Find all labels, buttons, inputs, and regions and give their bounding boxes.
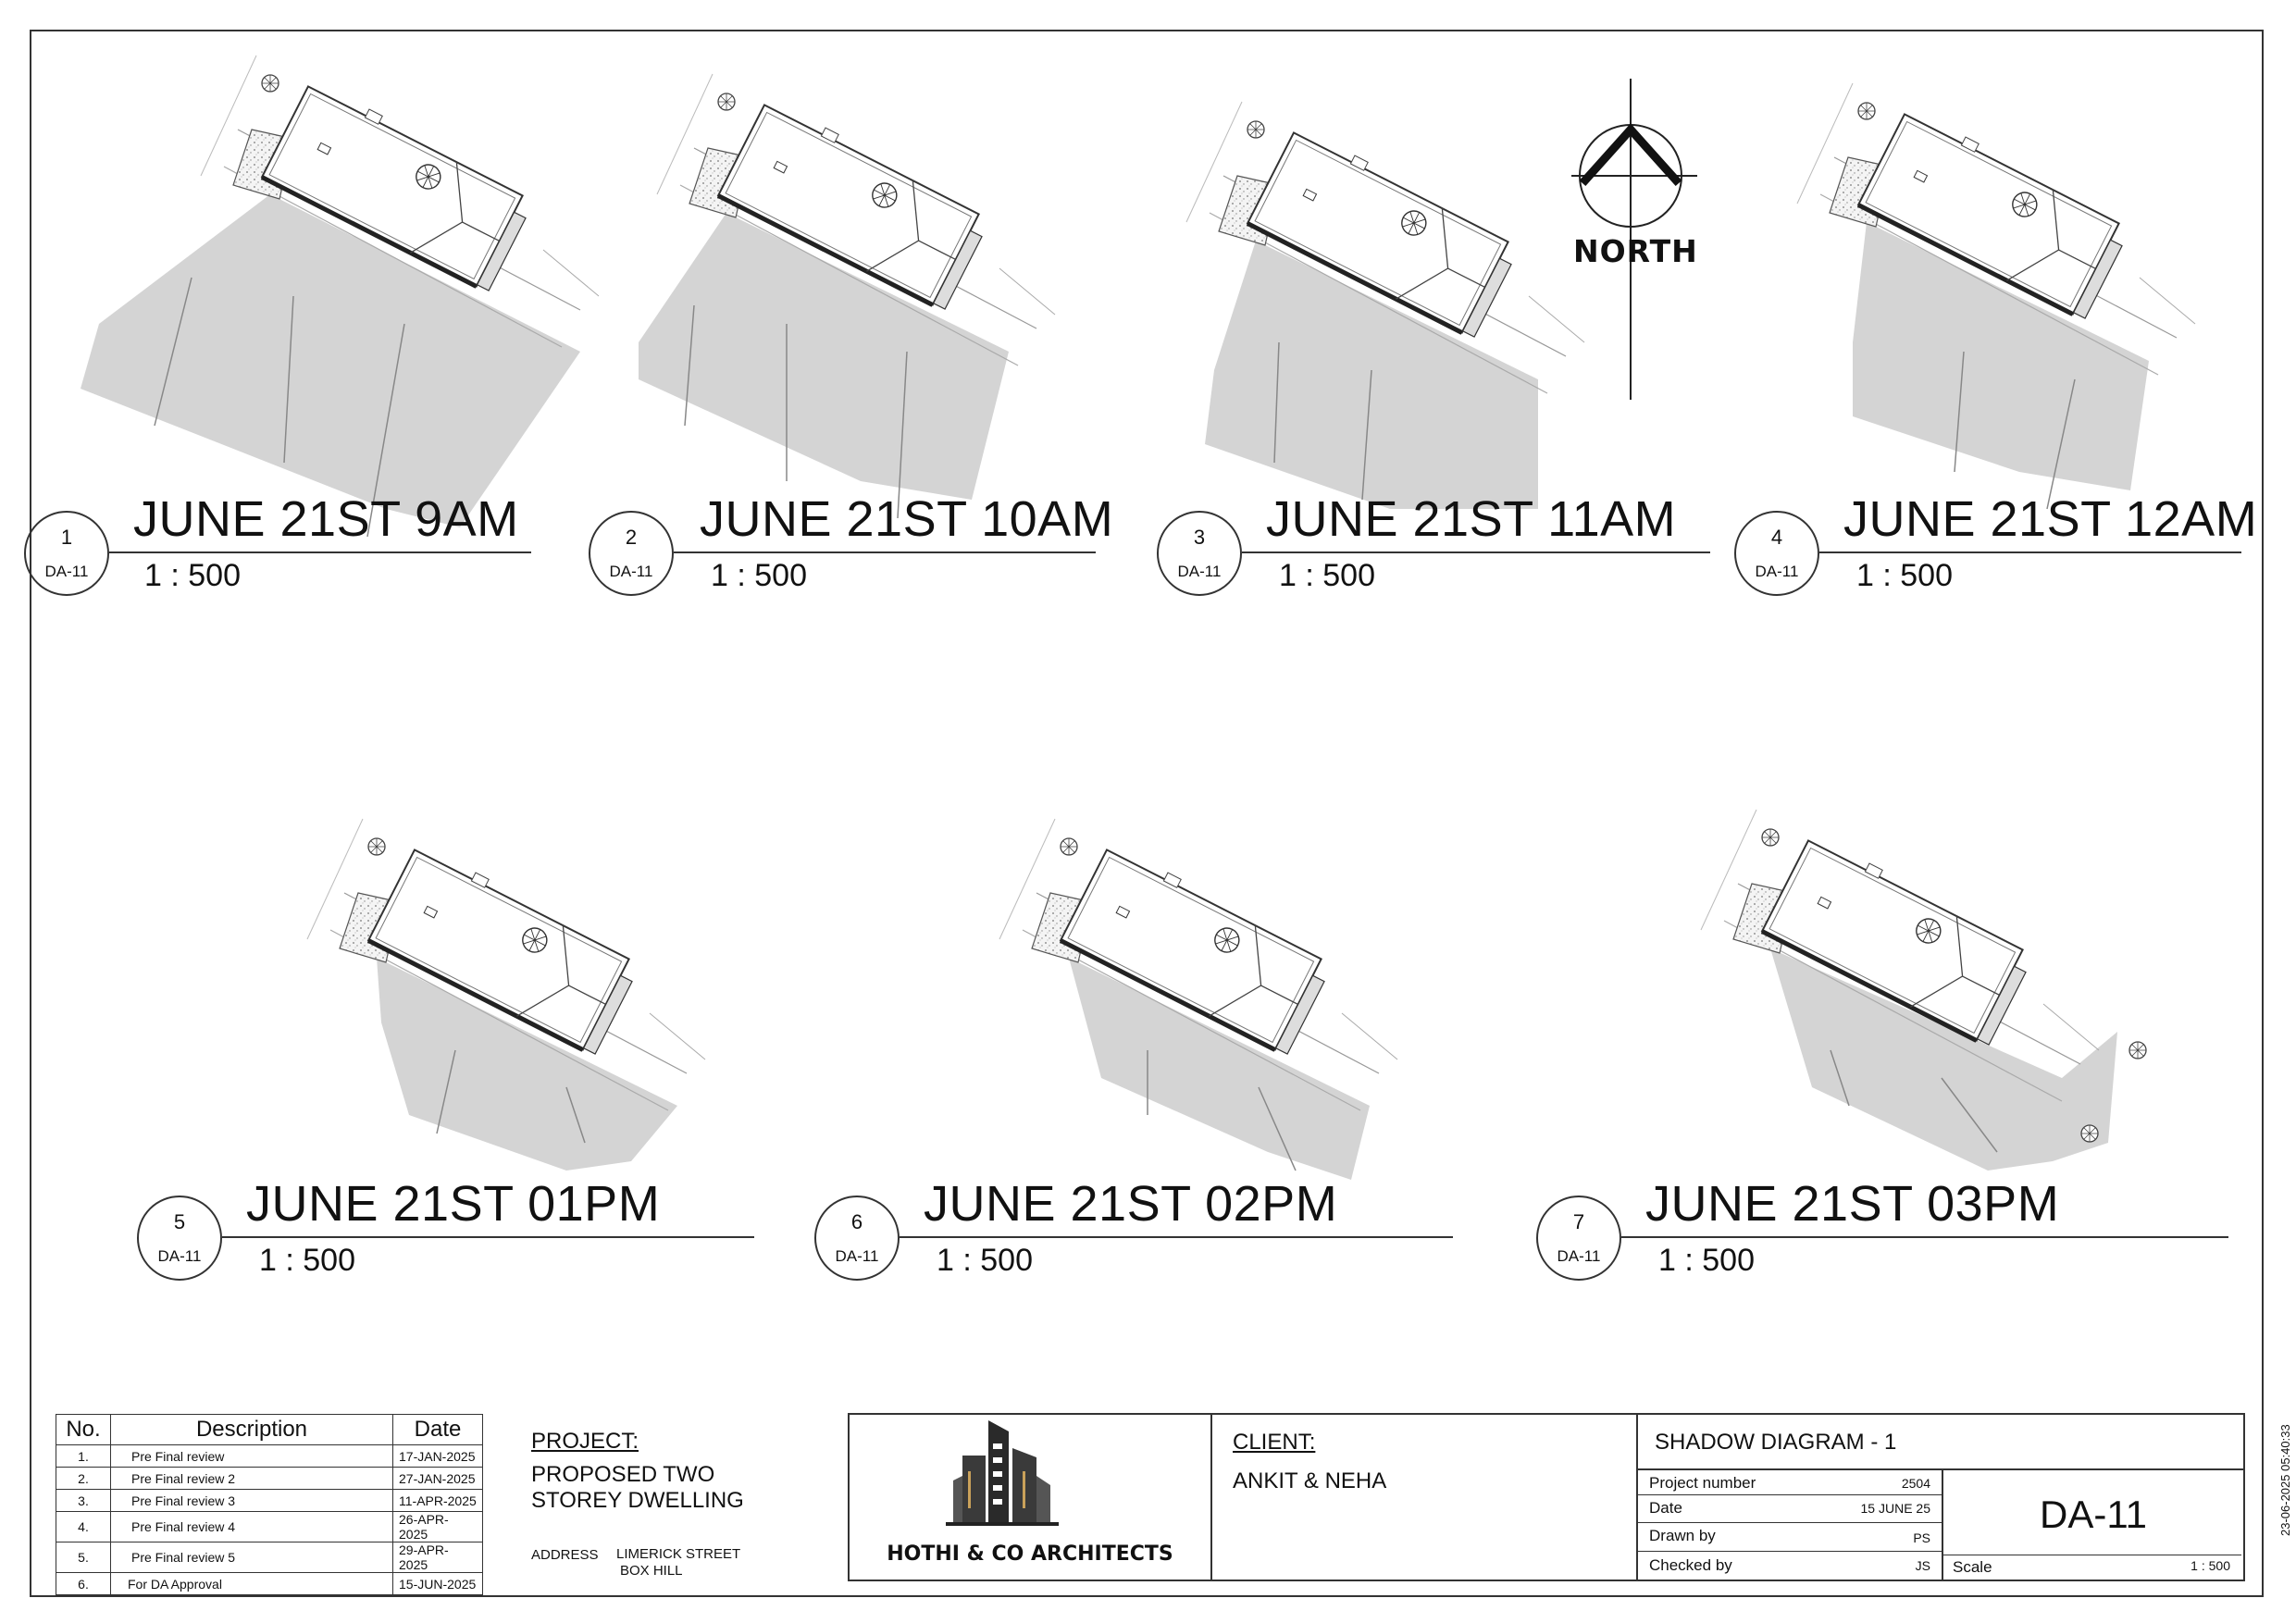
site-plan-view-5: [307, 819, 705, 1171]
firm-cell: [850, 1415, 1212, 1580]
divider: [1638, 1494, 1942, 1495]
sheet-number: DA-11: [2040, 1493, 2147, 1536]
date-value: 15 JUNE 25: [1860, 1501, 1930, 1516]
revision-no: 1.: [56, 1445, 111, 1468]
view-sheet-ref: DA-11: [1557, 1247, 1601, 1265]
view-number: 3: [1193, 526, 1206, 549]
column-header: No.: [56, 1415, 111, 1445]
view-sheet-ref: DA-11: [609, 563, 653, 580]
view-reference-bubble: [1734, 511, 1819, 596]
view-title: JUNE 21ST 10AM: [700, 491, 1114, 547]
view-title-underline: [1621, 1236, 2228, 1238]
client-cell: [1212, 1415, 1638, 1580]
revision-no: 5.: [56, 1542, 111, 1573]
view-title: JUNE 21ST 02PM: [924, 1176, 1338, 1232]
view-sheet-ref: DA-11: [1177, 563, 1222, 580]
sheet-info-cell: [1638, 1415, 2243, 1580]
view-scale: 1 : 500: [711, 558, 807, 593]
site-plan-view-4: [1797, 83, 2195, 509]
view-reference-bubble: [1536, 1196, 1621, 1281]
revision-table: [56, 1414, 483, 1595]
view-title-underline: [1242, 551, 1710, 553]
view-sheet-ref: DA-11: [1755, 563, 1799, 580]
site-plan-view-3: [1186, 102, 1584, 509]
revision-no: 2.: [56, 1468, 111, 1490]
site-plan-view-1: [81, 56, 599, 537]
sheet-title: SHADOW DIAGRAM - 1: [1655, 1430, 1897, 1455]
column-header: Date: [393, 1415, 483, 1445]
table-row: [56, 1445, 483, 1468]
sheet-details: [1638, 1468, 1943, 1580]
view-number: 1: [60, 526, 73, 549]
view-title: JUNE 21ST 01PM: [246, 1176, 661, 1232]
view-title-underline: [109, 551, 531, 553]
revision-description: Pre Final review 2: [111, 1468, 393, 1490]
divider: [1638, 1551, 1942, 1552]
view-title-underline: [674, 551, 1096, 553]
view-number: 6: [850, 1210, 863, 1233]
table-row: [56, 1542, 483, 1573]
firm-name: HOTHI & CO ARCHITECTS: [887, 1542, 1173, 1566]
address-line2: BOX HILL: [620, 1563, 683, 1579]
view-title: JUNE 21ST 03PM: [1645, 1176, 2060, 1232]
view-reference-bubble: [814, 1196, 900, 1281]
view-scale: 1 : 500: [1856, 558, 1953, 593]
view-reference-bubble: [24, 511, 109, 596]
site-plan-view-7: [1701, 810, 2146, 1171]
revision-description: For DA Approval: [111, 1573, 393, 1595]
revision-table-header: [56, 1415, 483, 1445]
revision-description: Pre Final review 5: [111, 1542, 393, 1573]
revision-no: 6.: [56, 1573, 111, 1595]
revision-date: 17-JAN-2025: [393, 1445, 483, 1468]
view-title-underline: [1819, 551, 2241, 553]
scale-label: Scale: [1953, 1558, 1992, 1576]
view-sheet-ref: DA-11: [835, 1247, 879, 1265]
project-number-label: Project number: [1649, 1474, 1756, 1492]
checked-by-label: Checked by: [1649, 1556, 1732, 1574]
revision-description: Pre Final review 4: [111, 1512, 393, 1542]
table-row: [56, 1573, 483, 1595]
view-title-underline: [900, 1236, 1453, 1238]
view-scale: 1 : 500: [259, 1243, 355, 1278]
table-row: [56, 1490, 483, 1512]
revision-date: 29-APR-2025: [393, 1542, 483, 1573]
divider: [1638, 1522, 1942, 1523]
view-number: 4: [1770, 526, 1783, 549]
view-reference-bubble: [137, 1196, 222, 1281]
revision-no: 3.: [56, 1490, 111, 1512]
client-heading: CLIENT:: [1233, 1430, 1316, 1455]
site-plan-view-6: [999, 819, 1397, 1180]
print-timestamp: 23-06-2025 05:40:33: [2278, 1424, 2292, 1536]
revision-date: 27-JAN-2025: [393, 1468, 483, 1490]
north-label: NORTH: [1573, 233, 1698, 269]
view-sheet-ref: DA-11: [44, 563, 89, 580]
client-name: ANKIT & NEHA: [1233, 1468, 1387, 1493]
column-header: Description: [111, 1415, 393, 1445]
revision-no: 4.: [56, 1512, 111, 1542]
project-name-line2: STOREY DWELLING: [531, 1488, 744, 1513]
drawn-by-label: Drawn by: [1649, 1527, 1716, 1544]
table-row: [56, 1512, 483, 1542]
view-reference-bubble: [589, 511, 674, 596]
view-title: JUNE 21ST 9AM: [133, 491, 519, 547]
view-number: 5: [173, 1210, 186, 1233]
revision-date: 26-APR-2025: [393, 1512, 483, 1542]
view-title: JUNE 21ST 11AM: [1266, 491, 1677, 547]
scale-value: 1 : 500: [2191, 1558, 2230, 1573]
view-scale: 1 : 500: [937, 1243, 1033, 1278]
sheet-number-cell: [1943, 1468, 2243, 1555]
title-block: [848, 1413, 2245, 1581]
checked-by-value: JS: [1915, 1558, 1930, 1573]
view-scale: 1 : 500: [144, 558, 241, 593]
drawn-by-value: PS: [1913, 1530, 1930, 1545]
view-scale: 1 : 500: [1658, 1243, 1755, 1278]
project-number-value: 2504: [1901, 1476, 1930, 1491]
view-reference-bubble: [1157, 511, 1242, 596]
revision-date: 11-APR-2025: [393, 1490, 483, 1512]
view-scale: 1 : 500: [1279, 558, 1375, 593]
address-label: ADDRESS: [531, 1547, 599, 1563]
view-number: 2: [625, 526, 638, 549]
project-heading: PROJECT:: [531, 1429, 639, 1454]
project-name-line1: PROPOSED TWO: [531, 1462, 715, 1487]
address-line1: LIMERICK STREET: [616, 1546, 741, 1562]
view-title-underline: [222, 1236, 754, 1238]
view-title: JUNE 21ST 12AM: [1843, 491, 2258, 547]
revision-description: Pre Final review 3: [111, 1490, 393, 1512]
view-number: 7: [1572, 1210, 1585, 1233]
view-sheet-ref: DA-11: [157, 1247, 202, 1265]
table-row: [56, 1468, 483, 1490]
revision-date: 15-JUN-2025: [393, 1573, 483, 1595]
date-label: Date: [1649, 1499, 1682, 1517]
site-plan-view-2: [639, 74, 1055, 518]
revision-description: Pre Final review: [111, 1445, 393, 1468]
